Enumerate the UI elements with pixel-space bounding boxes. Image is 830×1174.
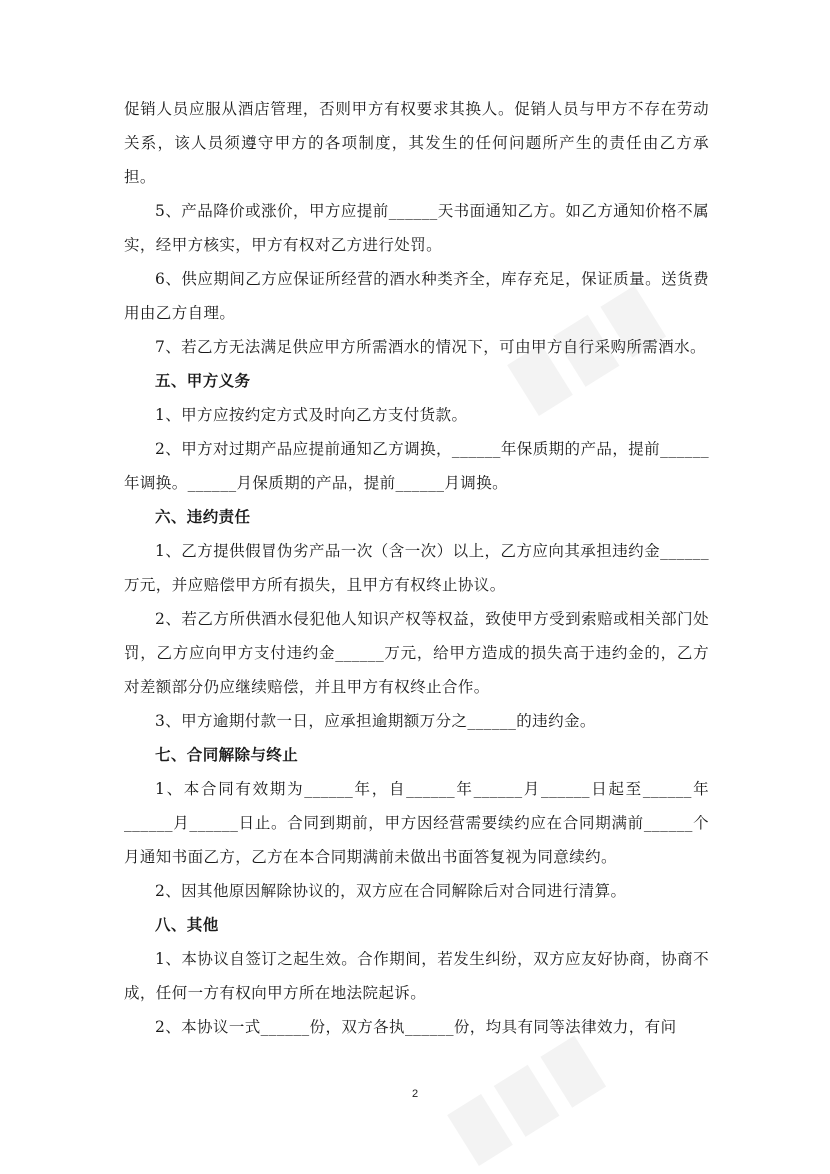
clause: 2、因其他原因解除协议的，双方应在合同解除后对合同进行清算。: [155, 882, 627, 900]
page-number: 2: [411, 1088, 419, 1100]
clause: 2、若乙方所供酒水侵犯他人知识产权等权益，致使甲方受到索赔或相关部门处罚，乙方应向甲方支付违约金______万元，给甲方造成的损失高于违约金的，乙方对差额部分仍应继续赔偿，并且甲方有权终止合作。: [124, 610, 709, 696]
clause: 2、本协议一式______份，双方各执______份，均具有同等法律效力，有问: [155, 1018, 677, 1036]
clause-7: 7、若乙方无法满足供应甲方所需酒水的情况下，可由甲方自行采购所需酒水。: [155, 338, 706, 356]
clause: 1、本协议自签订之起生效。合作期间，若发生纠纷，双方应友好协商，协商不成，任何一方有权向甲方所在地法院起诉。: [124, 950, 709, 1002]
section-heading-7: 七、合同解除与终止: [155, 745, 299, 764]
clause: 1、乙方提供假冒伪劣产品一次（含一次）以上，乙方应向其承担违约金______万元，并应赔偿甲方所有损失，且甲方有权终止协议。: [124, 542, 709, 594]
section-heading-8: 八、其他: [155, 915, 219, 934]
clause: 1、甲方应按约定方式及时向乙方支付货款。: [155, 406, 468, 424]
section-heading-5: 五、甲方义务: [155, 371, 251, 390]
clause-6: 6、供应期间乙方应保证所经营的酒水种类齐全，库存充足，保证质量。送货费用由乙方自理。: [124, 270, 709, 322]
paragraph: 促销人员应服从酒店管理，否则甲方有权要求其换人。促销人员与甲方不存在劳动关系，该人员须遵守甲方的各项制度，其发生的任何问题所产生的责任由乙方承担。: [124, 100, 709, 186]
clause: 2、甲方对过期产品应提前通知乙方调换，______年保质期的产品，提前______年调换。______月保质期的产品，提前______月调换。: [124, 440, 709, 492]
section-heading-6: 六、违约责任: [155, 507, 251, 526]
clause: 3、甲方逾期付款一日，应承担逾期额万分之______的违约金。: [155, 712, 596, 730]
clause-5: 5、产品降价或涨价，甲方应提前______天书面通知乙方。如乙方通知价格不属实，经甲方核实，甲方有权对乙方进行处罚。: [124, 202, 709, 254]
clause: 1、本合同有效期为______年，自______年______月______日起至______年______月______日止。合同到期前，甲方因经营需要续约应在合同期满前______个月通知书面乙方，乙方在本合同期满前未做出书面答复视为同意续约。: [124, 780, 709, 866]
document-body: [124, 92, 709, 1044]
